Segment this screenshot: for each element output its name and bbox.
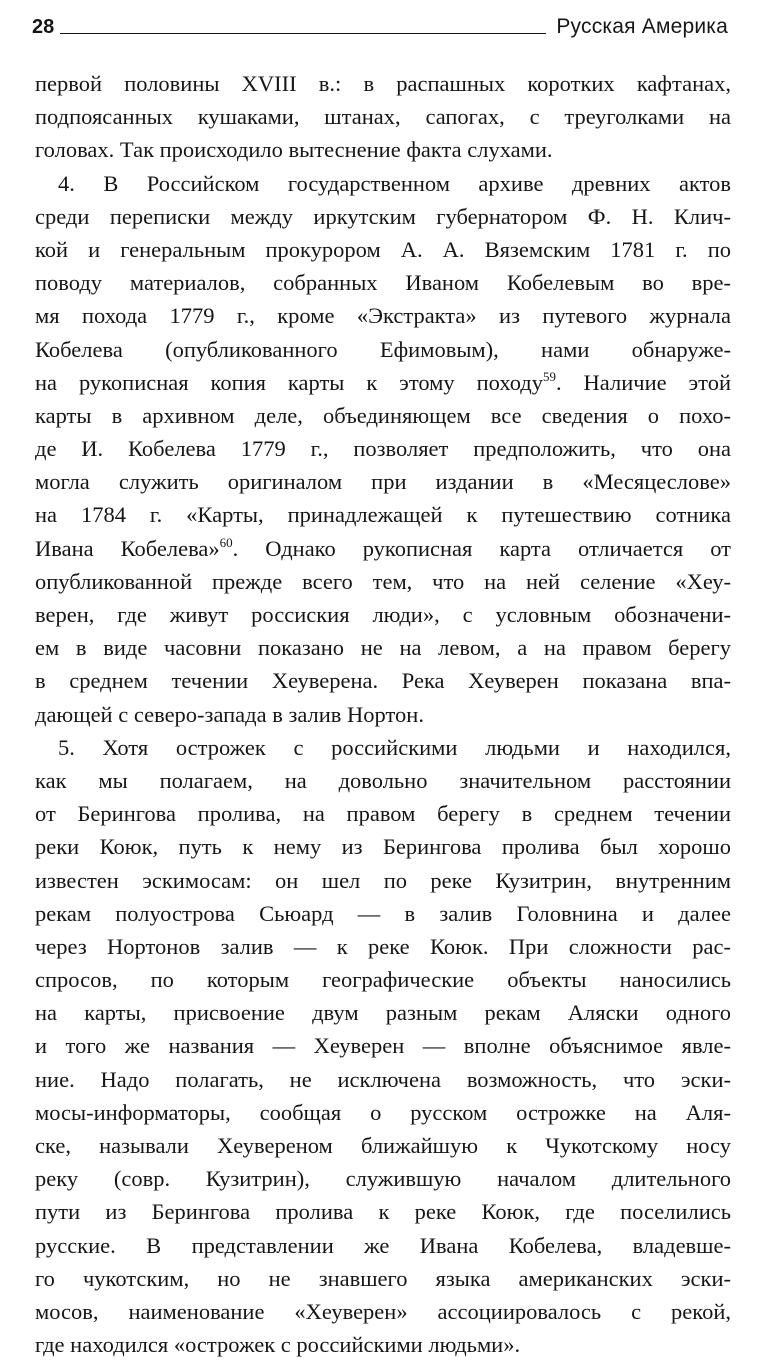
text-line: [35, 996, 731, 1029]
text-line: [35, 1229, 731, 1262]
line-text: кой и генеральным прокурором А. А. Вяземским 1781 г. по: [35, 236, 731, 262]
text-line: [35, 930, 731, 963]
line-text: на рукописная копия карты к этому походу: [35, 369, 544, 395]
line-text: мосов, наименование «Хеуверен» ассоциировалось с рекой,: [35, 1298, 731, 1324]
line-text-continued: . Однако рукописная карта отличается от: [232, 535, 731, 561]
text-line: [35, 432, 731, 465]
running-header: [32, 10, 728, 40]
footnote-ref: 59: [543, 368, 557, 384]
text-line: [35, 1162, 731, 1195]
text-line: [35, 100, 731, 133]
text-line: [35, 399, 731, 432]
text-line: [35, 698, 731, 731]
line-text: в среднем течении Хеуверена. Река Хеуверен показана впа-: [35, 668, 731, 694]
line-text: первой половины XVIII в.: в распашных коротких кафтанах,: [35, 71, 731, 96]
line-text: Кобелева (опубликованного Ефимовым), нами обнаруже-: [35, 336, 731, 362]
line-text: реки Коюк, путь к нему из Берингова пролива был хорошо: [35, 834, 731, 860]
line-text: мосы-информаторы, сообщая о русском острожке на Аля-: [35, 1099, 731, 1125]
text-line: [35, 167, 731, 200]
text-line: [35, 664, 731, 697]
text-line: [35, 200, 731, 233]
text-line: [35, 598, 731, 631]
text-line: [35, 233, 731, 266]
line-text: де И. Кобелева 1779 г., позволяет предположить, что она: [35, 436, 731, 462]
line-text: среди переписки между иркутским губернатором Ф. Н. Клич-: [35, 203, 731, 229]
paragraph: [35, 731, 731, 1361]
line-text: Ивана Кобелева»: [35, 535, 220, 561]
body-text: [35, 67, 731, 1361]
page-number: 28: [32, 16, 55, 38]
line-text: где находился «острожек с российскими людьми».: [35, 1332, 521, 1358]
line-text: карты в архивном деле, объединяющем все сведения о похо-: [35, 402, 731, 428]
line-text: спросов, по которым географические объекты наносились: [35, 967, 731, 993]
text-line: [35, 565, 731, 598]
text-line: [35, 631, 731, 664]
line-text: ние. Надо полагать, не исключена возможность, что эски-: [35, 1066, 731, 1092]
line-text: рекам полуострова Сьюард — в залив Головнина и далее: [35, 900, 731, 926]
line-text: подпоясанных кушаками, штанах, сапогах, с треуголками на: [35, 104, 731, 130]
text-line: [35, 465, 731, 498]
line-text: известен эскимосам: он шел по реке Кузитрин, внутренним: [35, 867, 731, 893]
line-text: могла служить оригиналом при издании в «Месяцеслове»: [35, 469, 731, 495]
line-text: как мы полагаем, на довольно значительном расстоянии: [35, 767, 731, 793]
text-line: [35, 764, 731, 797]
text-line: [35, 731, 731, 764]
text-line: [35, 299, 731, 332]
paragraph: [35, 67, 731, 167]
text-line: [35, 1096, 731, 1129]
line-text: русские. В представлении же Ивана Кобелева, владевше-: [35, 1232, 731, 1258]
text-line: [35, 532, 731, 565]
text-line: [35, 1262, 731, 1295]
text-line: [35, 864, 731, 897]
line-text: ем в виде часовни показано не на левом, а на правом берегу: [35, 635, 731, 661]
line-text: через Нортонов залив — к реке Коюк. При сложности рас-: [35, 933, 731, 959]
line-text: ске, называли Хеувереном ближайшую к Чукотскому носу: [35, 1133, 731, 1158]
line-text: дающей с северо-запада в залив Нортон.: [35, 701, 424, 727]
text-line: [35, 333, 731, 366]
header-rule: [60, 33, 546, 34]
line-text: головах. Так происходило вытеснение факта слухами.: [35, 137, 553, 163]
line-text: поводу материалов, собранных Иваном Кобелевым во вре-: [35, 270, 731, 296]
text-line: [35, 1029, 731, 1062]
line-text: мя похода 1779 г., кроме «Экстракта» из путевого журнала: [35, 303, 731, 329]
text-line: [35, 1195, 731, 1228]
line-text: от Берингова пролива, на правом берегу в среднем течении: [35, 801, 731, 827]
line-text: на карты, присвоение двум разным рекам Аляски одного: [35, 1000, 731, 1026]
line-text: 5. Хотя острожек с российскими людьми и находился,: [58, 734, 731, 760]
text-line: [35, 366, 731, 399]
text-line: [35, 797, 731, 830]
running-title: Русская Америка: [556, 15, 728, 38]
text-line: [35, 67, 731, 100]
line-text: 4. В Российском государственном архиве древних актов: [58, 170, 731, 196]
line-text: пути из Берингова пролива к реке Коюк, где поселились: [35, 1199, 731, 1225]
text-line: [35, 266, 731, 299]
line-text: и того же названия — Хеуверен — вполне объяснимое явле-: [35, 1033, 731, 1059]
line-text-continued: . Наличие этой: [556, 369, 731, 395]
text-line: [35, 1063, 731, 1096]
text-line: [35, 830, 731, 863]
text-line: [35, 897, 731, 930]
line-text: верен, где живут россиския люди», с условным обозначени-: [35, 602, 731, 627]
line-text: реку (совр. Кузитрин), служившую началом длительного: [35, 1166, 731, 1192]
text-line: [35, 133, 731, 166]
text-line: [35, 963, 731, 996]
text-line: [35, 1129, 731, 1162]
line-text: опубликованной прежде всего тем, что на ней селение «Хеу-: [35, 568, 731, 594]
text-line: [35, 1328, 731, 1361]
text-line: [35, 1295, 731, 1328]
footnote-ref: 60: [219, 534, 233, 550]
paragraph: [35, 167, 731, 731]
line-text: го чукотским, но не знавшего языка американских эски-: [35, 1265, 731, 1291]
line-text: на 1784 г. «Карты, принадлежащей к путешествию сотника: [35, 502, 731, 528]
text-line: [35, 498, 731, 531]
